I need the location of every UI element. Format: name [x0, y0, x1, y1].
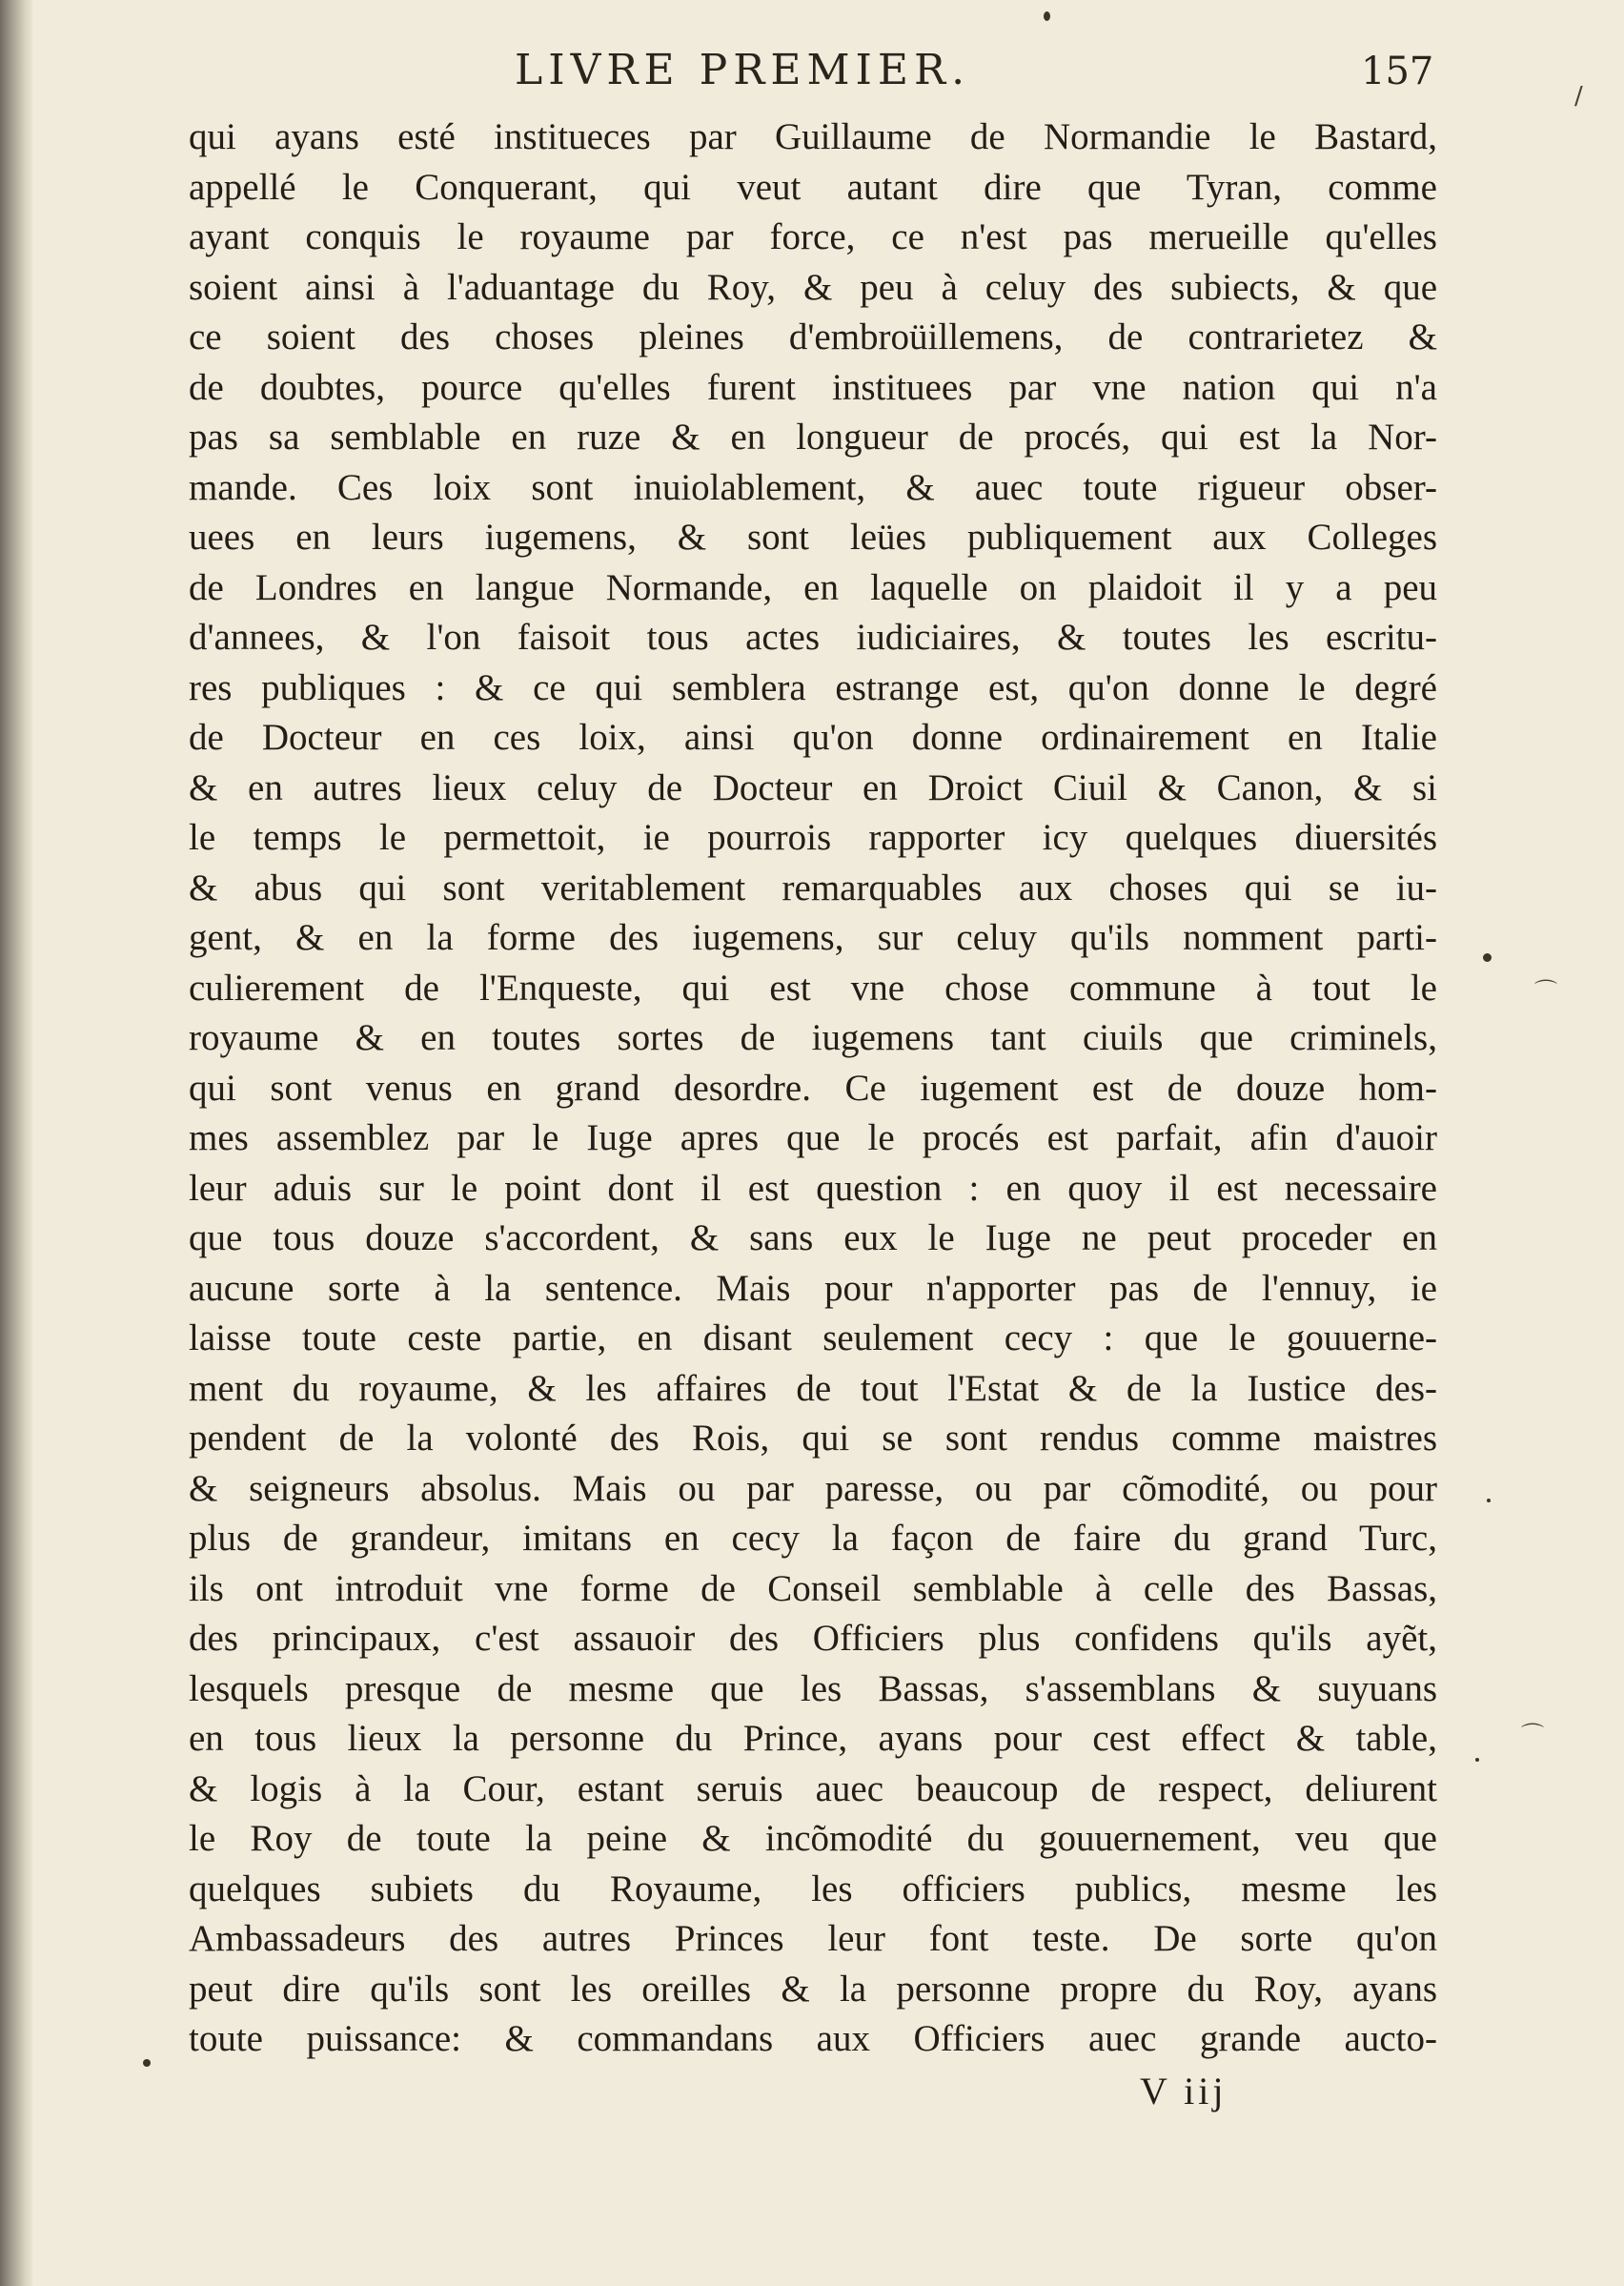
text-line: royaume & en toutes sortes de iugemens tant ciuils que criminels,: [189, 1017, 1437, 1058]
page-number: 157: [1361, 50, 1434, 93]
margin-tick-icon: ⌒: [1534, 978, 1557, 1005]
page-header: [0, 46, 1624, 112]
text-line: de Docteur en ces loix, ainsi qu'on donne ordinairement en Italie: [189, 717, 1437, 758]
margin-tick-icon: /: [1574, 82, 1583, 111]
text-line: ment du royaume, & les affaires de tout l'Estat & de la Iustice des-: [189, 1367, 1437, 1409]
text-line: plus de grandeur, imitans en cecy la façon de faire du grand Turc,: [189, 1518, 1437, 1559]
text-line: pendent de la volonté des Rois, qui se sont rendus comme maistres: [189, 1418, 1437, 1459]
text-line: mande. Ces loix sont inuiolablement, & auec toute rigueur obser-: [189, 466, 1437, 508]
ink-speck: [1483, 953, 1492, 962]
text-line: ayant conquis le royaume par force, ce n'est pas merueille qu'elles: [189, 216, 1437, 257]
ink-speck: [143, 2059, 151, 2067]
signature-mark: V iij: [1140, 2070, 1228, 2113]
text-line: gent, & en la forme des iugemens, sur celuy qu'ils nomment parti-: [189, 917, 1437, 958]
text-line: ce soient des choses pleines d'embroüillemens, de contrarietez &: [189, 316, 1437, 357]
text-line: le Roy de toute la peine & incõmodité du gouuernement, veu que: [189, 1818, 1437, 1859]
text-line: en tous lieux la personne du Prince, ayans pour cest effect & table,: [189, 1718, 1437, 1759]
text-line: laisse toute ceste partie, en disant seulement cecy : que le gouuerne-: [189, 1317, 1437, 1358]
text-line: ils ont introduit vne forme de Conseil semblable à celle des Bassas,: [189, 1567, 1437, 1609]
text-line: peut dire qu'ils sont les oreilles & la personne propre du Roy, ayans: [189, 1968, 1437, 2010]
text-line: qui sont venus en grand desordre. Ce iugement est de douze hom-: [189, 1067, 1437, 1109]
binding-shadow: [0, 0, 32, 2286]
text-line: pas sa semblable en ruze & en longueur de procés, qui est la Nor-: [189, 417, 1437, 458]
text-line: le temps le permettoit, ie pourrois rapporter icy quelques diuersités: [189, 817, 1437, 858]
text-line: lesquels presque de mesme que les Bassas, s'assemblans & suyuans: [189, 1667, 1437, 1709]
text-line: quelques subiets du Royaume, les officiers publics, mesme les: [189, 1868, 1437, 1909]
text-line: & seigneurs absolus. Mais ou par paresse, ou par cõmodité, ou pour: [189, 1467, 1437, 1509]
text-line: leur aduis sur le point dont il est question : en quoy il est necessaire: [189, 1167, 1437, 1209]
text-line: & logis à la Cour, estant seruis auec beaucoup de respect, deliurent: [189, 1767, 1437, 1809]
text-line: culierement de l'Enqueste, qui est vne chose commune à tout le: [189, 967, 1437, 1009]
text-line: res publiques : & ce qui semblera estrange est, qu'on donne le degré: [189, 666, 1437, 708]
ink-speck: [1475, 1758, 1479, 1762]
margin-tick-icon: ⌒: [1521, 1722, 1544, 1748]
text-line: soient ainsi à l'aduantage du Roy, & peu à celuy des subiects, & que: [189, 266, 1437, 308]
body-text: [189, 112, 1437, 2065]
text-line: de Londres en langue Normande, en laquelle on plaidoit il y a peu: [189, 566, 1437, 608]
text-line: & abus qui sont veritablement remarquables aux choses qui se iu-: [189, 867, 1437, 908]
text-line: Ambassadeurs des autres Princes leur font teste. De sorte qu'on: [189, 1918, 1437, 1959]
text-line: de doubtes, pource qu'elles furent instituees par vne nation qui n'a: [189, 366, 1437, 408]
text-line: & en autres lieux celuy de Docteur en Droict Ciuil & Canon, & si: [189, 766, 1437, 808]
text-line: que tous douze s'accordent, & sans eux le Iuge ne peut proceder en: [189, 1217, 1437, 1258]
ink-speck: [1044, 11, 1050, 21]
running-head: LIVRE PREMIER.: [515, 46, 971, 94]
text-line: qui ayans esté institueces par Guillaume de Normandie le Bastard,: [189, 116, 1437, 157]
text-line: toute puissance: & commandans aux Officiers auec grande aucto-: [189, 2018, 1437, 2059]
text-line: appellé le Conquerant, qui veut autant dire que Tyran, comme: [189, 166, 1437, 208]
ink-speck: [1487, 1499, 1491, 1502]
text-line: mes assemblez par le Iuge apres que le procés est parfait, afin d'auoir: [189, 1117, 1437, 1158]
text-line: d'annees, & l'on faisoit tous actes iudiciaires, & toutes les escritu-: [189, 617, 1437, 658]
text-line: aucune sorte à la sentence. Mais pour n'apporter pas de l'ennuy, ie: [189, 1267, 1437, 1309]
text-line: des principaux, c'est assauoir des Officiers plus confidens qu'ils ayẽt,: [189, 1618, 1437, 1659]
text-line: uees en leurs iugemens, & sont leües publiquement aux Colleges: [189, 517, 1437, 558]
